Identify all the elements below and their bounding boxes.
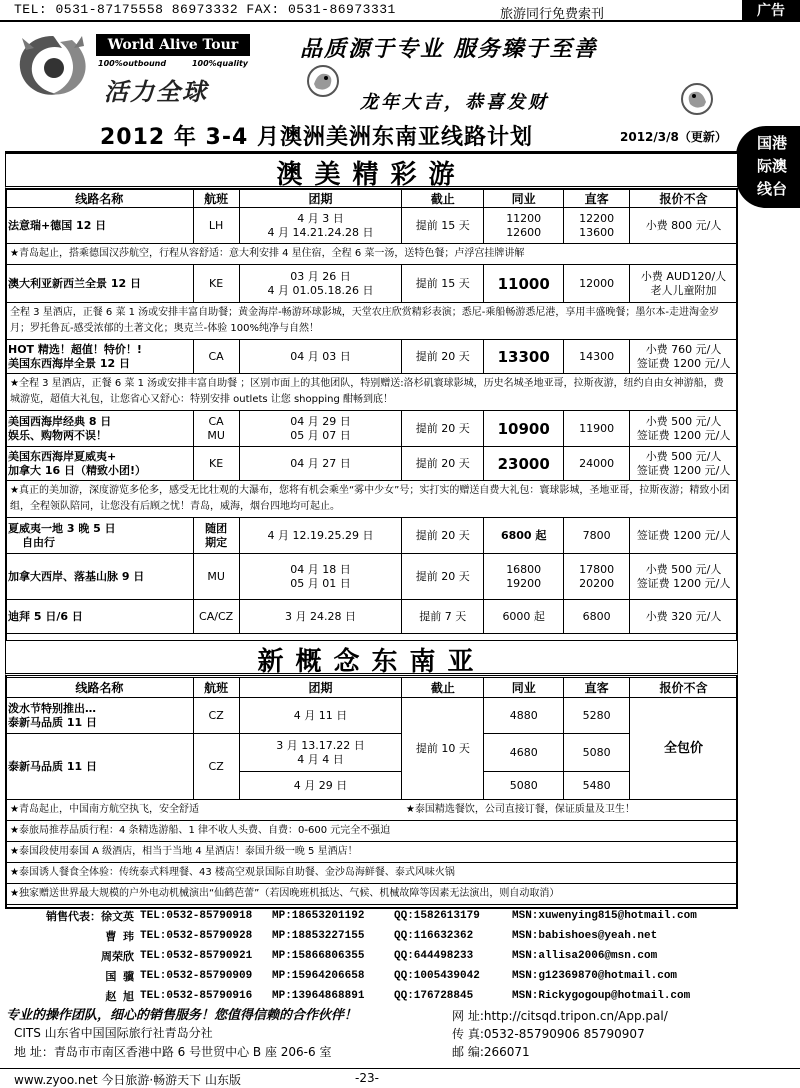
brand-subtitle xyxy=(98,59,248,68)
rep-name: 国 骥 xyxy=(105,972,134,984)
side-tab-line: 际澳 xyxy=(756,157,787,175)
name-line: 加拿大 16 日（精致小团!） xyxy=(8,463,146,477)
dates: 4 月 12.19.25.29 日 xyxy=(239,518,402,554)
company-name: CITS 山东省中国国际旅行社青岛分社 xyxy=(14,1026,213,1040)
excl-line: 小费 760 元/人 xyxy=(645,342,722,356)
rep-qq: QQ:644498233 xyxy=(394,950,474,962)
excl-line: 小费 500 元/人 xyxy=(645,414,722,428)
cutoff: 提前 15 天 xyxy=(402,208,484,244)
price-line: 11200 xyxy=(506,211,542,225)
direct-price xyxy=(564,208,630,244)
route-name xyxy=(6,518,194,554)
company-address: 地 址：青岛市市南区香港中路 6 号世贸中心 B 座 206-6 室 xyxy=(14,1045,332,1059)
date-line: 04 月 18 日 xyxy=(290,562,351,576)
rep-name: 周荣欣 xyxy=(101,952,134,964)
slogan: 品质源于专业 服务臻于至善 xyxy=(300,37,598,62)
rep-mobile: MP:15964206658 xyxy=(272,970,365,982)
trade-price: 13300 xyxy=(484,340,564,374)
rep-tel: TEL:0532-85790909 xyxy=(140,970,253,982)
direct-price: 5280 xyxy=(564,698,630,734)
trade-price: 11000 xyxy=(484,265,564,303)
rep-mobile: MP:18853227155 xyxy=(272,930,365,942)
rep-mobile: MP:15866806355 xyxy=(272,950,365,962)
cutoff: 提前 20 天 xyxy=(402,411,484,447)
table-row xyxy=(6,518,738,554)
route-note: ★青岛起止，搭乘德国汉莎航空，行程从容舒适：意大利安排 4 星住宿，全程 6 菜一汤，送特色餐；卢浮宫挂牌讲解 xyxy=(6,244,738,265)
name-line: 夏威夷一地 3 晚 5 日 xyxy=(8,521,116,535)
note-row xyxy=(6,481,738,518)
table-header-row xyxy=(6,678,738,698)
route-note: ★泰国段使用泰国 A 级酒店，相当于当地 4 星酒店！泰国升级一晚 5 星酒店！ xyxy=(6,842,738,863)
excl-line: 老人儿童附加 xyxy=(650,283,717,297)
route-note: ★独家赠送世界最大规模的户外电动机械演出“仙鹤芭蕾”（若因晚班机抵达、气候、机械故障等因素无法演出，则自动取消） xyxy=(6,884,738,905)
top-contact-bar xyxy=(0,0,800,22)
dates: 04 月 27 日 xyxy=(239,447,402,481)
rep-tel: TEL:0532-85790921 xyxy=(140,950,253,962)
price-line: 16800 xyxy=(506,562,542,576)
company-logo xyxy=(12,28,252,106)
note-row xyxy=(6,800,738,821)
name-line: HOT 精选！超值！特价！! xyxy=(8,342,142,356)
date-line: 4 月 14.21.24.28 日 xyxy=(267,225,374,239)
sales-representatives xyxy=(12,906,732,1006)
table-header-row xyxy=(6,190,738,208)
sales-rep-row xyxy=(12,966,732,986)
col-header: 航班 xyxy=(193,190,239,208)
section-heading-sea: 新概念东南亚 xyxy=(5,640,738,676)
col-header: 报价不含 xyxy=(630,678,738,698)
exclusions: 小费 800 元/人 xyxy=(630,208,738,244)
trade-price: 4680 xyxy=(484,734,564,772)
trade-price: 6000 起 xyxy=(484,600,564,634)
excl-line: 签证费 1200 元/人 xyxy=(636,356,731,370)
rep-msn[interactable]: MSN:Rickygogoup@hotmail.com xyxy=(512,990,691,1002)
direct-price xyxy=(564,554,630,600)
price-line: 20200 xyxy=(579,576,615,590)
brand-english: World Alive Tour xyxy=(96,34,250,56)
free-index-label: 旅游同行免费索刊 xyxy=(500,7,605,22)
flight-line: MU xyxy=(207,428,225,442)
cutoff: 提前 20 天 xyxy=(402,340,484,374)
exclusions xyxy=(630,411,738,447)
direct-price: 14300 xyxy=(564,340,630,374)
date-line: 03 月 26 日 xyxy=(290,269,351,283)
name-line: 娱乐、购物两不误！ xyxy=(8,428,107,442)
trade-price: 4880 xyxy=(484,698,564,734)
greeting: 龙年大吉，恭喜发财 xyxy=(360,92,549,113)
cutoff: 提前 20 天 xyxy=(402,518,484,554)
exclusions xyxy=(630,265,738,303)
side-tab-international xyxy=(736,126,800,208)
name-line: 自由行 xyxy=(22,535,55,549)
note-row xyxy=(6,884,738,905)
trade-price: 23000 xyxy=(484,447,564,481)
swirl-logo-icon xyxy=(12,28,94,106)
section-heading-au-us: 澳美精彩游 xyxy=(5,153,738,189)
rep-msn[interactable]: MSN:babishoes@yeah.net xyxy=(512,930,658,942)
table-row xyxy=(6,734,738,772)
sales-rep-row xyxy=(12,986,732,1006)
excl-line: 小费 AUD120/人 xyxy=(640,269,727,283)
route-note: ★真正的美加游，深度游览多伦多，感受无比壮观的大瀑布，您将有机会乘坐“雾中少女”号；实打实的赠送自费大礼包：寰球影城，圣地亚哥，拉斯夜游；精致小团组，全程领队陪同，让您没有后顾之忧！青岛，威海，烟台四地均可起止。 xyxy=(6,481,738,518)
dates: 4 月 29 日 xyxy=(239,772,402,800)
note-row xyxy=(6,244,738,265)
cutoff: 提前 20 天 xyxy=(402,447,484,481)
table-row xyxy=(6,340,738,374)
flight-line: 随团 xyxy=(205,521,228,535)
exclusions xyxy=(630,554,738,600)
trade-price: 5080 xyxy=(484,772,564,800)
dragon-icon xyxy=(680,82,714,116)
company-fax: 传 真:0532-85790906 85790907 xyxy=(452,1027,645,1041)
page-number: -23- xyxy=(355,1071,379,1085)
route-name xyxy=(6,698,194,734)
flight: KE xyxy=(193,265,239,303)
note-row xyxy=(6,863,738,884)
footer-tagline: 专业的操作团队，细心的销售服务！您值得信赖的合作伙伴！ xyxy=(6,1008,358,1023)
route-table-au-us xyxy=(5,189,738,634)
sales-rep-row xyxy=(12,946,732,966)
route-name xyxy=(6,447,194,481)
direct-price: 5080 xyxy=(564,734,630,772)
route-name xyxy=(6,411,194,447)
direct-price: 6800 xyxy=(564,600,630,634)
page-title: 2012 年 3-4 月澳洲美洲东南亚线路计划 xyxy=(100,125,533,150)
rep-name: 赵 旭 xyxy=(105,992,134,1004)
header-contact: TEL: 0531-87175558 86973332 FAX: 0531-86973331 xyxy=(14,2,396,17)
name-line: 美国东西海岸夏威夷+ xyxy=(8,449,117,463)
trade-price: 10900 xyxy=(484,411,564,447)
flight xyxy=(193,411,239,447)
flight xyxy=(193,518,239,554)
route-note: 全程 3 星酒店，正餐 6 菜 1 汤或安排丰富自助餐；黄金海岸-畅游环球影城，天堂农庄欣赏精彩表演；悉尼-乘船畅游悉尼港，享用丰盛晚餐；墨尔本-走进淘金岁月；罗托鲁瓦-感受浓郁的土著文化；奥克兰-体验 100%纯净与自然！ xyxy=(6,303,738,340)
date-line: 4 月 3 日 xyxy=(297,211,344,225)
price-line: 13600 xyxy=(579,225,615,239)
table-row xyxy=(6,411,738,447)
name-line: 美国西海岸经典 8 日 xyxy=(8,414,112,428)
rep-msn[interactable]: MSN:allisa2006@msn.com xyxy=(512,950,658,962)
flight: CA xyxy=(193,340,239,374)
sales-label: 销售代表： xyxy=(46,912,101,924)
ad-badge: 广告 xyxy=(742,0,800,22)
table-row xyxy=(6,265,738,303)
trade-price xyxy=(484,554,564,600)
dates xyxy=(239,265,402,303)
route-name xyxy=(6,340,194,374)
route-note: ★全程 3 星酒店，正餐 6 菜 1 汤或安排丰富自助餐 ；区别市面上的其他团队，特别赠送:洛杉矶寰球影城，历史名城圣地亚哥，拉斯夜游，纽约自由女神游船，费城游览，超值大礼包，让您省心又舒心：特别安排 outlets 让您 shopping 酣畅到底！ xyxy=(6,374,738,411)
route-name: 法意瑞+德国 12 日 xyxy=(6,208,194,244)
rep-name xyxy=(12,908,140,924)
col-header: 团期 xyxy=(239,678,402,698)
date-line: 05 月 01 日 xyxy=(290,576,351,590)
bottom-bar xyxy=(0,1068,800,1086)
company-website[interactable]: 网 址:http://citsqd.tripon.cn/App.pal/ xyxy=(452,1009,668,1023)
route-name: 迪拜 5 日/6 日 xyxy=(6,600,194,634)
sales-rep-row xyxy=(12,926,732,946)
table-row xyxy=(6,600,738,634)
magazine-website[interactable]: www.zyoo.net 今日旅游·畅游天下 山东版 xyxy=(14,1073,241,1087)
price-line: 12200 xyxy=(579,211,615,225)
rep-mobile: MP:13964868891 xyxy=(272,990,365,1002)
col-header: 截止 xyxy=(402,678,484,698)
col-header: 航班 xyxy=(193,678,239,698)
flight: CZ xyxy=(193,734,239,800)
excl-line: 签证费 1200 元/人 xyxy=(636,428,731,442)
dates xyxy=(239,734,402,772)
col-header: 线路名称 xyxy=(6,190,194,208)
route-note: ★泰国诱人餐食全体验：传统泰式料理餐、43 楼高空观景国际自助餐、金沙岛海鲜餐、泰式风味火锅 xyxy=(6,863,738,884)
dragon-icon xyxy=(306,64,340,98)
cutoff: 提前 10 天 xyxy=(402,698,484,800)
note-row xyxy=(6,374,738,411)
note-row xyxy=(6,842,738,863)
dates: 3 月 24.28 日 xyxy=(239,600,402,634)
flight: KE xyxy=(193,447,239,481)
col-header: 线路名称 xyxy=(6,678,194,698)
rep-name-text: 徐文英 xyxy=(101,912,134,924)
date-line: 05 月 07 日 xyxy=(290,428,351,442)
rep-name: 曹 玮 xyxy=(105,932,134,944)
name-line: 泼水节特别推出… xyxy=(8,701,96,715)
price-line: 12600 xyxy=(506,225,542,239)
dates xyxy=(239,411,402,447)
excl-line: 签证费 1200 元/人 xyxy=(636,576,731,590)
dates: 4 月 11 日 xyxy=(239,698,402,734)
sales-rep-row xyxy=(12,906,732,926)
flight-line: CA xyxy=(208,414,224,428)
date-line: 4 月 01.05.18.26 日 xyxy=(267,283,374,297)
company-postcode: 邮 编:266071 xyxy=(452,1045,530,1059)
flight: CA/CZ xyxy=(193,600,239,634)
excl-line: 签证费 1200 元/人 xyxy=(636,463,731,477)
rep-qq: QQ:116632362 xyxy=(394,930,474,942)
rep-msn[interactable]: MSN:xuwenying815@hotmail.com xyxy=(512,910,697,922)
direct-price: 5480 xyxy=(564,772,630,800)
trade-price: 6800 起 xyxy=(484,518,564,554)
exclusions xyxy=(630,340,738,374)
note-row xyxy=(6,821,738,842)
exclusions xyxy=(630,447,738,481)
name-line: 美国东西海岸全景 12 日 xyxy=(8,356,130,370)
dates xyxy=(239,554,402,600)
date-line: 3 月 13.17.22 日 xyxy=(276,738,365,752)
sub-left: 100%outbound xyxy=(98,59,167,68)
exclusions: 全包价 xyxy=(630,698,738,800)
date-line: 4 月 4 日 xyxy=(297,752,344,766)
cutoff: 提前 15 天 xyxy=(402,265,484,303)
route-table-sea xyxy=(5,677,738,905)
dates: 04 月 03 日 xyxy=(239,340,402,374)
table-row xyxy=(6,208,738,244)
table-row xyxy=(6,698,738,734)
brand-chinese: 活力全球 xyxy=(104,78,208,106)
note-row xyxy=(6,303,738,340)
excl-line: 小费 500 元/人 xyxy=(645,449,722,463)
route-name: 泰新马品质 11 日 xyxy=(6,734,194,800)
cutoff: 提前 20 天 xyxy=(402,554,484,600)
col-header: 直客 xyxy=(564,678,630,698)
table-row xyxy=(6,447,738,481)
table-row xyxy=(6,554,738,600)
side-tab-line: 线台 xyxy=(756,180,787,198)
route-note: ★泰国精选餐饮，公司直接订餐，保证质量及卫生！ xyxy=(402,800,738,821)
flight: MU xyxy=(193,554,239,600)
exclusions: 签证费 1200 元/人 xyxy=(630,518,738,554)
sub-right: 100%quality xyxy=(191,59,248,68)
route-name: 澳大利亚新西兰全景 12 日 xyxy=(6,265,194,303)
name-line: 泰新马品质 11 日 xyxy=(8,715,97,729)
cutoff: 提前 7 天 xyxy=(402,600,484,634)
dates xyxy=(239,208,402,244)
rep-qq: QQ:1582613179 xyxy=(394,910,480,922)
direct-price: 11900 xyxy=(564,411,630,447)
rep-qq: QQ:176728845 xyxy=(394,990,474,1002)
price-line: 17800 xyxy=(579,562,615,576)
col-header: 截止 xyxy=(402,190,484,208)
direct-price: 12000 xyxy=(564,265,630,303)
rep-tel: TEL:0532-85790916 xyxy=(140,990,253,1002)
rep-mobile: MP:18653201192 xyxy=(272,910,365,922)
price-line: 19200 xyxy=(506,576,542,590)
route-note: ★青岛起止，中国南方航空执飞，安全舒适 xyxy=(6,800,402,821)
rep-msn[interactable]: MSN:g12369870@hotmail.com xyxy=(512,970,678,982)
col-header: 同业 xyxy=(484,678,564,698)
flight-line: 期定 xyxy=(205,535,228,549)
col-header: 同业 xyxy=(484,190,564,208)
direct-price: 24000 xyxy=(564,447,630,481)
col-header: 团期 xyxy=(239,190,402,208)
side-tab-line: 国港 xyxy=(756,134,787,152)
rep-tel: TEL:0532-85790918 xyxy=(140,910,253,922)
direct-price: 7800 xyxy=(564,518,630,554)
flight: CZ xyxy=(193,698,239,734)
trade-price xyxy=(484,208,564,244)
rep-qq: QQ:1005439042 xyxy=(394,970,480,982)
route-name: 加拿大西岸、落基山脉 9 日 xyxy=(6,554,194,600)
route-note: ★泰旅局推荐品质行程：4 条精选游船、1 律不收人头费、自费：0-600 元完全不强迫 xyxy=(6,821,738,842)
date-line: 04 月 29 日 xyxy=(290,414,351,428)
flight: LH xyxy=(193,208,239,244)
excl-line: 小费 500 元/人 xyxy=(645,562,722,576)
exclusions: 小费 320 元/人 xyxy=(630,600,738,634)
col-header: 报价不含 xyxy=(630,190,738,208)
update-date: 2012/3/8（更新） xyxy=(620,130,727,144)
col-header: 直客 xyxy=(564,190,630,208)
rep-tel: TEL:0532-85790928 xyxy=(140,930,253,942)
